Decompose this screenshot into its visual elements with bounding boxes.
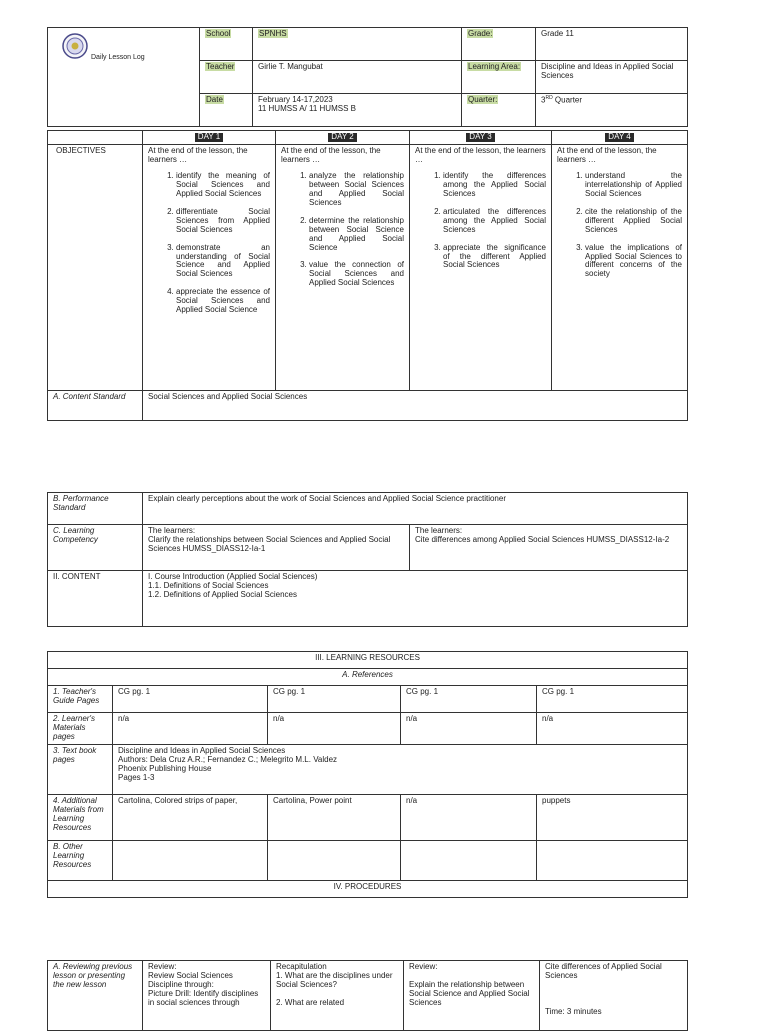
resources-table — [47, 651, 688, 898]
additional-materials-day1: Cartolina, Colored strips of paper, — [113, 794, 268, 840]
learners-materials-day4: n/a — [537, 713, 688, 745]
teachers-guide-day4: CG pg. 1 — [537, 686, 688, 713]
learners-materials-day2: n/a — [268, 713, 401, 745]
learning-competency-day3-4: The learners: Cite differences among Applied Social Sciences HUMSS_DIASS12-Ia-2 — [410, 525, 688, 571]
day-1-objectives: At the end of the lesson, the learners … 1. identify the meaning of Social Sciences and Applied Social Sciences 2. differentiate Social Sciences from Applied Social Sciences 3. demonstrate an understanding of Social Science and Applied Social Sciences 4. appreciate the essence of Social Sciences and Applied Social Science — [143, 144, 276, 390]
content-standard-label: A. Content Standard — [48, 390, 143, 420]
objective-item: 2. cite the relationship of the different Applied Social Sciences — [585, 208, 682, 235]
content-value: I. Course Introduction (Applied Social Sciences) 1.1. Definitions of Social Sciences 1.2. Definitions of Applied Social Sciences — [143, 571, 688, 627]
header-table — [47, 27, 688, 127]
standards-table — [47, 492, 688, 627]
teachers-guide-day2: CG pg. 1 — [268, 686, 401, 713]
reviewing-day1: Review: Review Social Sciences Discipline through: Picture Drill: Identify disciplines in social sciences through — [143, 961, 271, 1031]
day-2-header: DAY 2 — [276, 131, 410, 145]
other-resources-day1 — [113, 840, 268, 880]
quarter-label: Quarter: — [462, 94, 536, 127]
day-4-objectives: At the end of the lesson, the learners … 1. understand the interrelationship of Applied Social Sciences 2. cite the relationship of the different Applied Social Sciences 3. value the implications of Applied Social Sciences to different concerns of the society — [552, 144, 688, 390]
objective-item: 3. value the implications of Applied Social Sciences to different concerns of the society — [585, 244, 682, 280]
objective-item: 1. identify the differences among the Applied Social Sciences — [443, 172, 546, 199]
other-resources-day2 — [268, 840, 401, 880]
additional-materials-day4: puppets — [537, 794, 688, 840]
additional-materials-day2: Cartolina, Power point — [268, 794, 401, 840]
teacher-value: Girlie T. Mangubat — [253, 61, 462, 94]
objective-item: 1. identify the meaning of Social Sciences and Applied Social Sciences — [176, 172, 270, 199]
procedures-table — [47, 960, 688, 1031]
day-1-header: DAY 1 — [143, 131, 276, 145]
textbook-pages-label: 3. Text book pages — [48, 744, 113, 794]
other-resources-label: B. Other Learning Resources — [48, 840, 113, 880]
learning-competency-label: C. Learning Competency — [48, 525, 143, 571]
objective-item: 2. determine the relationship between Social Science and Applied Social Science — [309, 217, 404, 253]
other-resources-day4 — [537, 840, 688, 880]
school-label: School — [200, 28, 253, 61]
performance-standard-value: Explain clearly perceptions about the work of Social Sciences and Applied Social Science practitioner — [143, 493, 688, 525]
references-title: A. References — [48, 669, 688, 686]
teachers-guide-day3: CG pg. 1 — [401, 686, 537, 713]
objective-item: 1. analyze the relationship between Social Sciences and Applied Social Sciences — [309, 172, 404, 208]
day-4-header: DAY 4 — [552, 131, 688, 145]
textbook-pages-value: Discipline and Ideas in Applied Social Sciences Authors: Dela Cruz A.R.; Fernandez C.; Melegrito M.L. Valdez Phoenix Publishing House Pages 1-3 — [113, 744, 688, 794]
objective-item: 3. demonstrate an understanding of Social Science and Applied Social Sciences — [176, 244, 270, 280]
grade-value: Grade 11 — [536, 28, 688, 61]
school-value: SPNHS — [253, 28, 462, 61]
date-value: February 14-17,2023 11 HUMSS A/ 11 HUMSS B — [253, 94, 462, 127]
objectives-label: OBJECTIVES — [48, 144, 143, 390]
learning-resources-title: III. LEARNING RESOURCES — [48, 652, 688, 669]
learning-competency-day1-2: The learners: Clarify the relationships between Social Sciences and Applied Social Sciences HUMSS_DIASS12-Ia-1 — [143, 525, 410, 571]
reviewing-day3: Review: Explain the relationship between Social Science and Applied Social Sciences — [404, 961, 540, 1031]
reviewing-day4: Cite differences of Applied Social Sciences Time: 3 minutes — [540, 961, 688, 1031]
objectives-table — [47, 130, 688, 421]
procedures-title: IV. PROCEDURES — [48, 880, 688, 897]
reviewing-day2: Recapitulation 1. What are the disciplines under Social Sciences? 2. What are related — [271, 961, 404, 1031]
objective-item: 2. articulated the differences among the Applied Social Sciences — [443, 208, 546, 235]
content-label: II. CONTENT — [48, 571, 143, 627]
day-3-objectives: At the end of the lesson, the learners … 1. identify the differences among the Applied Social Sciences 2. articulated the differences among the Applied Social Sciences 3. appreciate the significance of the different Applied Social Sciences — [410, 144, 552, 390]
additional-materials-day3: n/a — [401, 794, 537, 840]
day-2-objectives: At the end of the lesson, the learners … 1. analyze the relationship between Social Sciences and Applied Social Sciences 2. determine the relationship between Social Science and Applied Social Science 3. value the connection of Social Sciences and Applied Social Sciences — [276, 144, 410, 390]
grade-label: Grade: — [462, 28, 536, 61]
day-3-header: DAY 3 — [410, 131, 552, 145]
content-standard-value: Social Sciences and Applied Social Sciences — [143, 390, 688, 420]
learners-materials-day3: n/a — [401, 713, 537, 745]
date-label: Date — [200, 94, 253, 127]
objective-item: 2. differentiate Social Sciences from Applied Social Sciences — [176, 208, 270, 235]
objective-item: 4. appreciate the essence of Social Sciences and Applied Social Science — [176, 288, 270, 315]
learning-area-value: Discipline and Ideas in Applied Social Sciences — [536, 61, 688, 94]
learners-materials-day1: n/a — [113, 713, 268, 745]
objective-item: 3. value the connection of Social Sciences and Applied Social Sciences — [309, 261, 404, 288]
teacher-label: Teacher — [200, 61, 253, 94]
performance-standard-label: B. Performance Standard — [48, 493, 143, 525]
other-resources-day3 — [401, 840, 537, 880]
corner-cell — [48, 131, 143, 145]
teachers-guide-day1: CG pg. 1 — [113, 686, 268, 713]
learning-area-label: Learning Area: — [462, 61, 536, 94]
additional-materials-label: 4. Additional Materials from Learning Resources — [48, 794, 113, 840]
objective-item: 1. understand the interrelationship of Applied Social Sciences — [585, 172, 682, 199]
quarter-value: 3RD Quarter — [536, 94, 688, 127]
logo-cell — [48, 28, 200, 127]
teachers-guide-label: 1. Teacher's Guide Pages — [48, 686, 113, 713]
document-title: Daily Lesson Log — [91, 54, 145, 61]
objective-item: 3. appreciate the significance of the different Applied Social Sciences — [443, 244, 546, 271]
learners-materials-label: 2. Learner's Materials pages — [48, 713, 113, 745]
reviewing-label: A. Reviewing previous lesson or presenting the new lesson — [48, 961, 143, 1031]
